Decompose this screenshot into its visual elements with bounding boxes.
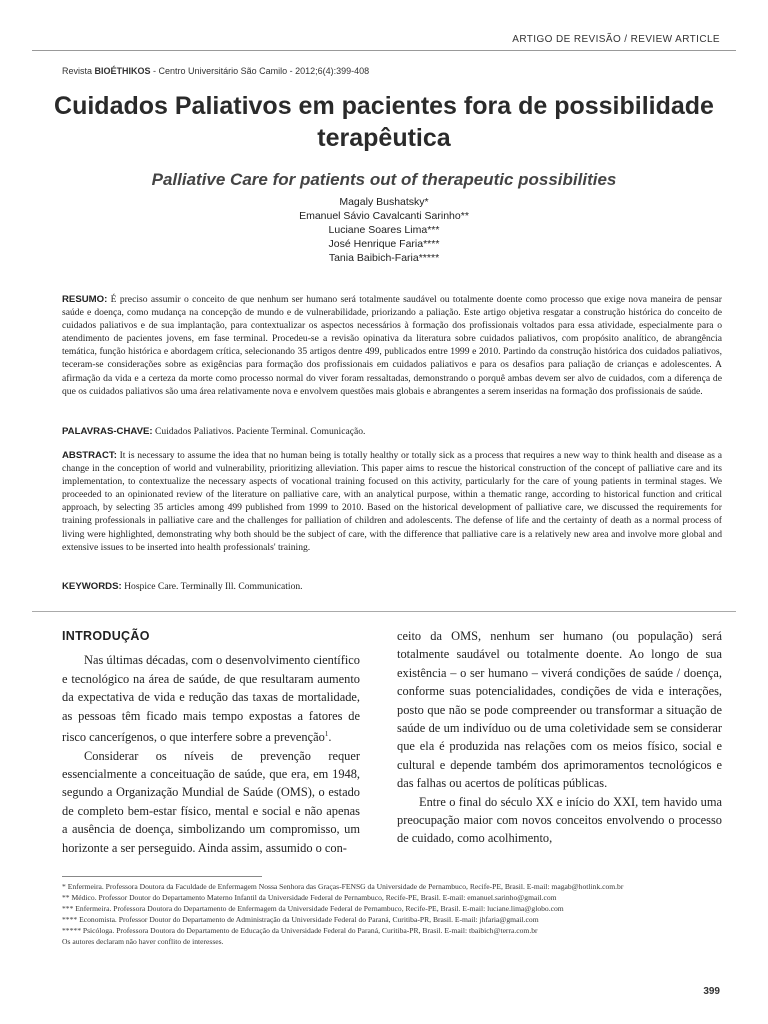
keywords-en-label: KEYWORDS: (62, 581, 122, 592)
footnote: **** Economista. Professor Doutor do Departamento de Administração da Universidade Federal do Paraná, Curitiba-PR, Brasil. E-mail: jhfaria@gmail.com (62, 915, 539, 924)
abstract-paragraph (62, 449, 722, 554)
article-subtitle: Palliative Care for patients out of therapeutic possibilities (151, 170, 617, 189)
journal-citation (62, 66, 369, 76)
body-column-left (62, 627, 360, 857)
journal-name: BIOÉTHIKOS (94, 66, 151, 76)
intro-paragraph-1-end: . (328, 730, 332, 745)
header-divider (32, 50, 736, 51)
footnote-divider (62, 876, 262, 877)
footnote: ***** Psicóloga. Professora Doutora do Departamento de Educação da Universidade Federal do Paraná, Curitiba-PR, Brasil. E-mail: tbaibich@terra.com.br (62, 926, 538, 935)
resumo-text: É preciso assumir o conceito de que nenhum ser humano será totalmente saudável ou totalmente doente como processo que exige nova maneira de pensar saúde e doença, como mudança na concepção de mundo e de vulnerabilidade, priorizando a paliação. Este artigo objetiva resgatar a construção histórica do conceito de cuidados paliativos e de sua implantação, para contextualizar os aspectos necessários à formação dos profissionais voltados para essa atividade, especialmente para o atendimento de pacientes jovens, em fase terminal. Procedeu-se a revisão opinativa da literatura sobre cuidados paliativos, com propósito analítico, de abrangência temática, função histórica e abordagem crítica, selecionando 35 artigos dentre 499, publicados entre 1999 e 2010. Partindo da construção histórica dos cuidados paliativos, teceram-se considerações sobre as exigências para formação dos profissionais em cuidados paliativos e para os desafios para paliação de crianças e adolescentes. A afirmação da vida e a certeza da morte como processo normal do viver foram ressaltadas, demonstrando o porquê ambas devem ser alvo de cuidados, com a diferença de que os cuidados paliativos são uma área relativamente nova e envolvem questões mais globais e abrangentes a serem inseridas na formação dos profissionais de saúde. (62, 294, 722, 397)
body-column-right (397, 627, 722, 848)
intro-paragraph-4: Entre o final do século XX e início do XXI, tem havido uma preocupação maior com novos conceitos envolvendo o processo de cuidado, como acolhimento, (397, 794, 722, 846)
author: Emanuel Sávio Cavalcanti Sarinho** (299, 210, 469, 222)
footnote: *** Enfermeira. Professora Doutora do Departamento de Enfermagem da Universidade Federal de Pernambuco, Recife-PE, Brasil. E-mail: luciane.lima@globo.com (62, 904, 564, 913)
keywords-pt (62, 425, 722, 438)
keywords-en-text: Hospice Care. Terminally Ill. Communication. (121, 581, 303, 592)
journal-details: - Centro Universitário São Camilo - 2012;6(4):399-408 (150, 66, 370, 76)
keywords-pt-text: Cuidados Paliativos. Paciente Terminal. Comunicação. (152, 426, 366, 437)
footnote: ** Médico. Professor Doutor do Departamento Materno Infantil da Universidade Federal de Pernambuco, Recife-PE, Brasil. E-mail: emanuel.sarinho@gmail.com (62, 893, 557, 902)
section-divider (32, 611, 736, 612)
resumo-label: RESUMO: (62, 294, 108, 305)
citation-ref: 1 (324, 730, 329, 739)
author: Tania Baibich-Faria***** (328, 252, 440, 264)
journal-prefix: Revista (62, 66, 93, 76)
abstract-label: ABSTRACT: (62, 450, 117, 461)
keywords-pt-label: PALAVRAS-CHAVE: (62, 426, 153, 437)
abstract-text: It is necessary to assume the idea that no human being is totally healthy or totally sick as a process that requires a new way to think health and disease as a change in the conception of world and vulnerability, prioritizing alleviation. This paper aims to rescue the historical construction of the concept of palliative care and its implementation, to contextualize the necessary aspects of vocational training focused on this activity, particularly for the care of young patients in terminal stages. We proceeded to an opinionated review of the literature on palliative care, with an analytical purpose, within a thematic range, according to historical function and critical approach, by selecting 35 articles among 499 published from 1999 to 2010. Based on the historical development of palliative care, we discussed the requirements for training professionals in palliative care and the challenges for palliation of children and adolescents. The defense of life and the certainty of death as a normal process of living were highlighted, demonstrating why both should be the subject of care, with the difference that palliative care is a relatively new area and involve more global and extensive issues to be inserted into health professionals' training. (62, 450, 722, 553)
footnote: Os autores declaram não haver conflito de interesses. (62, 937, 224, 946)
author-list (40, 195, 728, 265)
article-title: Cuidados Paliativos em pacientes fora de possibilidade terapêutica (54, 92, 714, 152)
author: Luciane Soares Lima*** (328, 224, 440, 236)
page-number: 399 (703, 986, 720, 997)
author: Magaly Bushatsky* (339, 196, 429, 208)
intro-paragraph-1 (62, 651, 360, 746)
footnotes (62, 881, 742, 947)
intro-paragraph-2: Considerar os níveis de prevenção requer essencialmente a conceituação de saúde, que era, em 1948, segundo a Organização Mundial de Saúde (OMS), o estado de completo bem-estar físico, mental e social e não apenas a ausência de doença, simbolizando um compromisso, um horizonte a ser perseguido. Ainda assim, assumido o con- (62, 748, 360, 855)
author: José Henrique Faria**** (328, 238, 440, 250)
footnote: * Enfermeira. Professora Doutora da Faculdade de Enfermagem Nossa Senhora das Graças-FENSG da Universidade de Pernambuco, Recife-PE, Brasil. E-mail: magab@hotlink.com.br (62, 882, 624, 891)
resumo-paragraph (62, 293, 722, 398)
intro-paragraph-3: ceito da OMS, nenhum ser humano (ou população) será totalmente saudável ou totalmente doente. Ao longo de sua existência – o ser humano – viverá condições de saúde / doença, conforme suas potencialidades, condições de vida e interações, posto que não se pode compreender ou transformar a situação de saúde de um indivíduo ou de uma coletividade sem se considerar que ela é produzida nas relações com os meios físico, social e cultural e depende também dos aprimoramentos tecnológicos e das falhas ou acertos de políticas públicas. (397, 629, 722, 791)
section-label: ARTIGO DE REVISÃO / REVIEW ARTICLE (512, 34, 720, 45)
introduction-heading: INTRODUÇÃO (62, 629, 150, 643)
keywords-en (62, 580, 722, 593)
intro-paragraph-1-text: Nas últimas décadas, com o desenvolvimento científico e tecnológico na área de saúde, de que resultaram aumento da expectativa de vida e redução das taxas de mortalidade, as pessoas têm ficado mais tempo expostas a fatores de risco cancerígenos, o que interfere sobre a prevenção (62, 653, 360, 745)
